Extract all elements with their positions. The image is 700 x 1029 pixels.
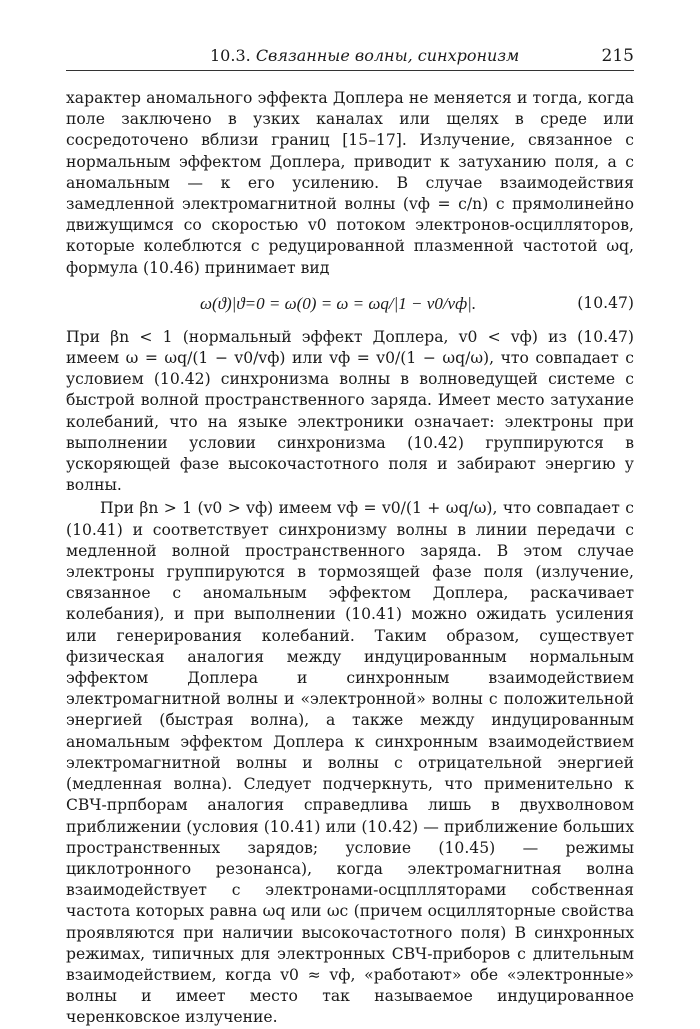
display-equation: [66, 283, 634, 327]
section-title: Связанные волны, синхронизм: [255, 46, 520, 65]
section-heading: [210, 46, 519, 65]
equation-expression: ω(ϑ)|ϑ=0 = ω(0) = ω = ωq/|1 − v0/vф|.: [200, 293, 477, 313]
paragraph-1: характер аномального эффекта Доплера не меняется и тогда, когда поле заключено в узких каналах или щелях в среде или сосредоточено вблизи границ [15–17]. Излучение, связанное с нормальным эффектом Доплера, приводит к затуханию поля, а с аномальным — к его усилению. В случае взаимодействия замедленной электромагнитной волны (vф = c/n) с прямолинейно движущимся со скоростью v0 потоком электронов-осцилляторов, которые колеблются с редуцированной плазменной частотой ωq, формула (10.46) принимает вид: [66, 89, 634, 277]
paragraph-2: При βn < 1 (нормальный эффект Доплера, v0 < vф) из (10.47) имеем ω = ωq/(1 − v0/vф) или vф = v0/(1 − ωq/ω), что совпадает с условием (10.42) синхронизма волны в волноведущей системе с быстрой волной пространственного заряда. Имеет место затухание колебаний, что на языке электроники означает: электроны при выполнении условии синхронизма (10.42) группируются в ускоряющей фазе высокочастотного поля и забирают энергию у волны.: [66, 327, 634, 495]
page-body: [66, 88, 634, 1029]
page-number: 215: [601, 46, 634, 66]
equation-number: (10.47): [577, 293, 634, 312]
paragraph-3: При βn > 1 (v0 > vф) имеем vф = v0/(1 + ωq/ω), что совпадает с (10.41) и соответствует синхронизму волны в линии передачи с медленной волной пространственного заряда. В этом случае электроны группируются в тормозящей фазе поля (излучение, связанное с аномальным эффектом Доплера, раскачивает колебания), и при выполнении (10.41) можно ожидать усиления или генерирования колебаний. Таким образом, существует физическая аналогия между индуцированным нормальным эффектом Доплера и синхронным взаимодействием электромагнитной волны и «электронной» волны с положительной энергией (быстрая волна), а также между индуцированным аномальным эффектом Доплера к синхронным взаимодействием электромагнитной волны и волны с отрицательной энергией (медленная волна). Следует подчеркнуть, что применительно к СВЧ-прпборам аналогия справедлива лишь в двухволновом приближении (условия (10.41) или (10.42) — приближение больших пространственных зарядов; условие (10.45) — режимы циклотронного резонанса), когда электромагнитная волна взаимодействует с электронами-осцплляторами собственная частота которых равна ωq или ωc (причем осцилляторные свойства проявляются при наличии высокочастотного поля) В синхронных режимах, типичных для электронных СВЧ-приборов с длительным взаимодействием, когда v0 ≈ vф, «работают» обе «электронные» волны и имеет место так называемое индуцированное черенковское излучение.: [66, 499, 634, 1027]
running-header: [66, 42, 634, 71]
section-number: 10.3.: [210, 46, 251, 65]
